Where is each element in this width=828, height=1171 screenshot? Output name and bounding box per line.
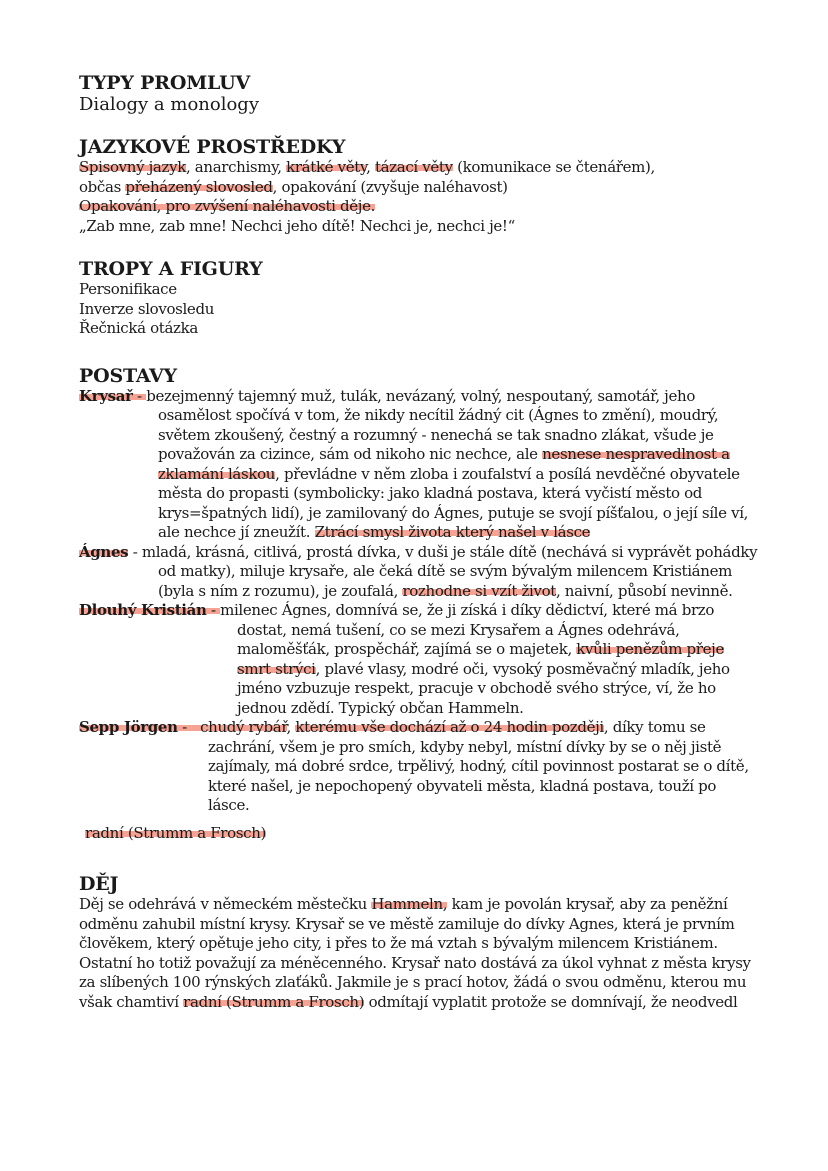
character-name: Ágnes (79, 542, 129, 561)
text-span: občas (79, 177, 126, 196)
text-span: (komunikace se čtenářem), (452, 158, 655, 176)
highlighted-text: kterému vše dochází až o 24 hodin později (295, 718, 604, 736)
character-sepp (79, 718, 759, 816)
text-span: bezejmenný tajemný muž, tulák, nevázaný, volný, nespoutaný, samotář, jeho osamělost spočívá v tom, že nikdy necítil žádný cit (Ágnes to změní), moudrý, světem zkoušený, čestný a rozumný - nenechá se tak snadno zlákat, všude je považován za cizince, sám od nikoho nic nechce, ale (146, 386, 719, 463)
highlighted-text: krátké věty (286, 158, 367, 176)
text-span: , (366, 158, 375, 176)
highlighted-text: Spisovný jazyk (79, 158, 186, 176)
text-span: , (286, 718, 296, 736)
text-span: , naivní, působí nevinně. (555, 581, 733, 600)
list-item: Personifikace (79, 280, 177, 298)
paragraph-line (79, 197, 759, 217)
text-span: milenec Ágnes, domnívá se, že ji získá i díky dědictví, které má brzo dostat, nemá tušení, co se mezi Krysařem a Ágnes odehrává, maloměšťák, prospěchář, zajímá se o majetek, (220, 601, 715, 658)
character-name: Dlouhý Kristián (79, 601, 207, 619)
section-heading: TROPY A FIGURY (79, 258, 263, 280)
list-item: Řečnická otázka (79, 319, 198, 337)
text-span: odmítají vyplatit protože se domnívají, že neodvedl (364, 992, 738, 1011)
section-tropy-a-figury (79, 258, 759, 339)
highlighted-text: Ztrácí smysl života který našel v lásce (314, 523, 591, 541)
highlighted-text: přeházený slovosled (125, 177, 273, 196)
highlighted-text: Hammeln, (371, 895, 448, 913)
document-page (79, 72, 759, 1012)
section-heading: DĚJ (79, 873, 119, 895)
section-text: Dialogy a monology (79, 94, 259, 115)
section-typy-promluv (79, 72, 759, 116)
character-agnes (79, 543, 759, 602)
character-name: Sepp Jörgen (79, 718, 178, 736)
character-krysar (79, 387, 759, 543)
text-span: mladá, krásná, citlivá, prostá dívka, v duši je stále dítě (nechává si vyprávět pohádky od matky), miluje krysaře, ale čeká dítě se svým bývalým milencem Kristiánem (byla s ním z rozumu), je zoufalá, (141, 542, 758, 600)
highlighted-text: radní (Strumm a Frosch) (183, 992, 365, 1011)
text-span: , převládne v něm zloba i zoufalství a posílá nevděčné obyvatele města do propasti (symbolicky: jako kladná postava, která vyčistí město od krys=špatných lidí), je zamilovaný do Ágnes, putuje se svojí píšťalou, o její síle ví, ale nechce jí zneužít. (158, 464, 749, 541)
section-heading: TYPY PROMLUV (79, 72, 251, 94)
text-span: , anarchismy, (185, 158, 287, 176)
paragraph-line (79, 158, 759, 178)
highlighted-text: chudý rybář (200, 718, 287, 736)
text-span: , plavé vlasy, modré oči, vysoký posměvačný mladík, jeho jméno vzbuzuje respekt, pracuje v obchodě svého strýce, ví, že ho jednou zdědí. Typický občan Hammeln. (237, 659, 730, 717)
text-span: Děj se odehrává v německém městečku (79, 895, 372, 913)
character-name: Krysař (79, 386, 133, 405)
highlighted-text: nesnese nespravedlnost a zklamání láskou (158, 445, 730, 483)
text-span: , díky tomu se zachrání, všem je pro smích, kdyby nebyl, místní dívky by se o něj jistě zajímaly, má dobré srdce, trpělivý, hodný, cítil povinnost postarat se o dítě, které našel, je nepochopený obyvateli města, kladná postava, touží po lásce. (208, 718, 754, 814)
highlighted-text: tázací věty (374, 158, 453, 176)
section-postavy (79, 365, 759, 844)
section-dej (79, 873, 759, 1012)
highlighted-text: radní (Strumm a Frosch) (85, 823, 267, 842)
character-kristian (79, 601, 759, 718)
highlighted-text: Opakování, pro zvýšení naléhavosti děje. (79, 197, 376, 215)
name-dash: - (177, 718, 201, 736)
section-jazykove-prostredky (79, 136, 759, 236)
list-item: Inverze slovosledu (79, 299, 215, 318)
quote-line: „Zab mne, zab mne! Nechci jeho dítě! Nechci je, nechci je!“ (79, 216, 515, 235)
highlighted-text: kvůli penězům přeje smrt strýci (237, 640, 724, 678)
plot-paragraph (79, 895, 759, 1012)
name-dash: - (128, 542, 142, 561)
text-span: kam je povolán krysař, aby za peněžní odměnu zahubil místní krysy. Krysař se ve městě zamiluje do dívky Agnes, která je prvním člověkem, který opětuje jeho city, i přes to že má vztah s bývalým milencem Kristiánem. Ostatní ho totiž považují za méněcenného. Krysař nato dostává za úkol vyhnat z města krysy za slíbených 100 rýnských zlaťáků. Jakmile je s prací hotov, žádá o svou odměnu, kterou mu však chamtiví (79, 895, 751, 1011)
text-span: , opakování (zvyšuje naléhavost) (272, 177, 508, 196)
character-radni (79, 824, 759, 844)
paragraph-line (79, 178, 759, 198)
section-heading: JAZYKOVÉ PROSTŘEDKY (79, 136, 346, 158)
highlighted-text: rozhodne si vzít život (402, 581, 556, 600)
name-dash: - (206, 601, 221, 619)
name-dash: - (132, 386, 147, 405)
section-heading: POSTAVY (79, 364, 177, 387)
